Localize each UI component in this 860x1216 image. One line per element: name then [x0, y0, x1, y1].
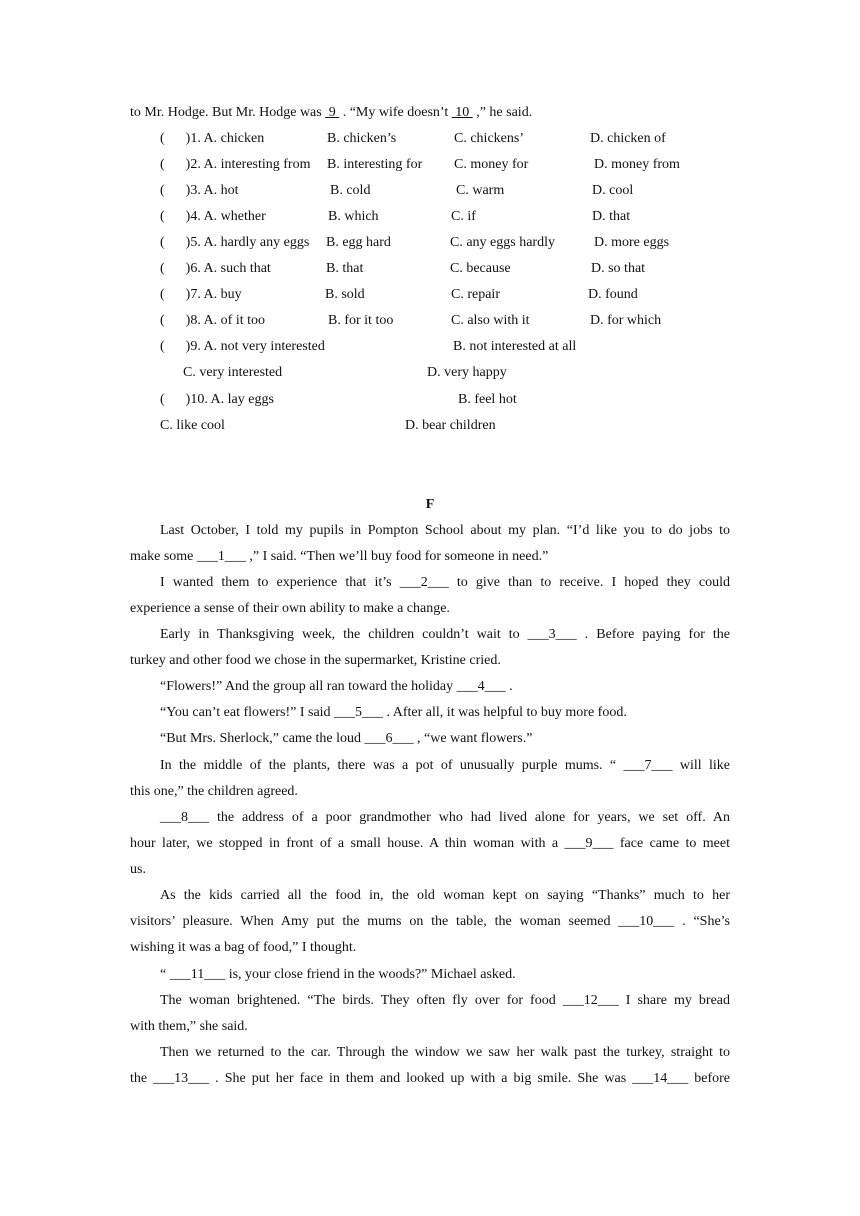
option-a: ( )8. A. of it too — [160, 313, 265, 328]
option-a: ( )6. A. such that — [160, 261, 271, 276]
top-line-text-c: . “My wife doesn’t — [339, 105, 452, 120]
passage-line: Early in Thanksgiving week, the children couldn’t wait to ___3___ . Before paying for the — [160, 627, 730, 642]
option-b: B. for it too — [328, 313, 394, 328]
option-d: D. so that — [591, 261, 646, 276]
option-d: D. bear children — [405, 418, 496, 433]
passage-line: “You can’t eat flowers!” I said ___5___ . After all, it was helpful to buy more food. — [160, 705, 627, 720]
passage-line: experience a sense of their own ability to make a change. — [130, 601, 450, 616]
option-c: C. very interested — [183, 365, 283, 380]
passage-line: Then we returned to the car. Through the window we saw her walk past the turkey, straight to — [160, 1045, 730, 1060]
passage-line: “Flowers!” And the group all ran toward the holiday ___4___ . — [160, 679, 513, 694]
option-a: ( )10. A. lay eggs — [160, 392, 274, 407]
option-c: C. any eggs hardly — [450, 235, 555, 250]
option-a: ( )5. A. hardly any eggs — [160, 235, 310, 250]
option-b: B. not interested at all — [453, 339, 577, 354]
option-d: D. money from — [594, 157, 680, 172]
passage-line: Last October, I told my pupils in Pompton School about my plan. “I’d like you to do jobs to — [160, 523, 730, 538]
option-a: ( )3. A. hot — [160, 183, 239, 198]
blank-9: 9 — [325, 105, 340, 120]
passage-line: turkey and other food we chose in the supermarket, Kristine cried. — [130, 653, 501, 668]
passage-line: make some ___1___ ,” I said. “Then we’ll buy food for someone in need.” — [130, 549, 549, 564]
passage-line: hour later, we stopped in front of a small house. A thin woman with a ___9___ face came to meet — [130, 836, 730, 851]
passage-line: this one,” the children agreed. — [130, 784, 298, 799]
passage-line: In the middle of the plants, there was a pot of unusually purple mums. “ ___7___ will like — [160, 758, 730, 773]
option-b: B. chicken’s — [327, 131, 397, 146]
option-d: D. chicken of — [590, 131, 666, 146]
passage-line: ___8___ the address of a poor grandmother who had lived alone for years, we set off. An — [160, 810, 730, 825]
option-d: D. cool — [592, 183, 634, 198]
passage-line: visitors’ pleasure. When Amy put the mums on the table, the woman seemed ___10___ . “She’s — [130, 914, 730, 929]
option-a: ( )2. A. interesting from — [160, 157, 311, 172]
section-title: F — [425, 497, 435, 512]
option-d: D. for which — [590, 313, 662, 328]
option-a: ( )7. A. buy — [160, 287, 242, 302]
option-c: C. because — [450, 261, 511, 276]
blank-10: 10 — [451, 105, 473, 120]
option-d: D. found — [588, 287, 638, 302]
top-line-text-d: ,” he said. — [472, 105, 533, 120]
option-b: B. cold — [330, 183, 371, 198]
top-line-text-a: to Mr. Hodge. But Mr. Hodge was — [130, 105, 326, 120]
option-c: C. warm — [456, 183, 505, 198]
passage-line: with them,” she said. — [130, 1019, 248, 1034]
option-a: ( )4. A. whether — [160, 209, 266, 224]
passage-line: wishing it was a bag of food,” I thought. — [130, 940, 357, 955]
passage-line: The woman brightened. “The birds. They often fly over for food ___12___ I share my bread — [160, 993, 730, 1008]
passage-line: “ ___11___ is, your close friend in the woods?” Michael asked. — [160, 967, 516, 982]
option-c: C. also with it — [451, 313, 530, 328]
option-b: B. egg hard — [326, 235, 391, 250]
option-d: D. more eggs — [594, 235, 670, 250]
option-b: B. which — [328, 209, 379, 224]
option-c: C. if — [451, 209, 476, 224]
option-b: B. that — [326, 261, 364, 276]
option-a: ( )9. A. not very interested — [160, 339, 325, 354]
passage-line: the ___13___ . She put her face in them and looked up with a big smile. She was ___14___ before — [130, 1071, 730, 1086]
passage-line: As the kids carried all the food in, the old woman kept on saying “Thanks” much to her — [160, 888, 730, 903]
option-c: C. repair — [451, 287, 500, 302]
passage-line: us. — [130, 862, 146, 877]
option-d: D. very happy — [427, 365, 507, 380]
option-c: C. chickens’ — [454, 131, 524, 146]
option-d: D. that — [592, 209, 631, 224]
option-c: C. like cool — [160, 418, 225, 433]
option-b: B. interesting for — [327, 157, 423, 172]
passage-line: I wanted them to experience that it’s ___2___ to give than to receive. I hoped they could — [160, 575, 730, 590]
passage-top-line — [130, 103, 532, 123]
option-c: C. money for — [454, 157, 529, 172]
option-b: B. feel hot — [458, 392, 517, 407]
passage-line: “But Mrs. Sherlock,” came the loud ___6___ , “we want flowers.” — [160, 731, 533, 746]
option-b: B. sold — [325, 287, 365, 302]
option-a: ( )1. A. chicken — [160, 131, 265, 146]
